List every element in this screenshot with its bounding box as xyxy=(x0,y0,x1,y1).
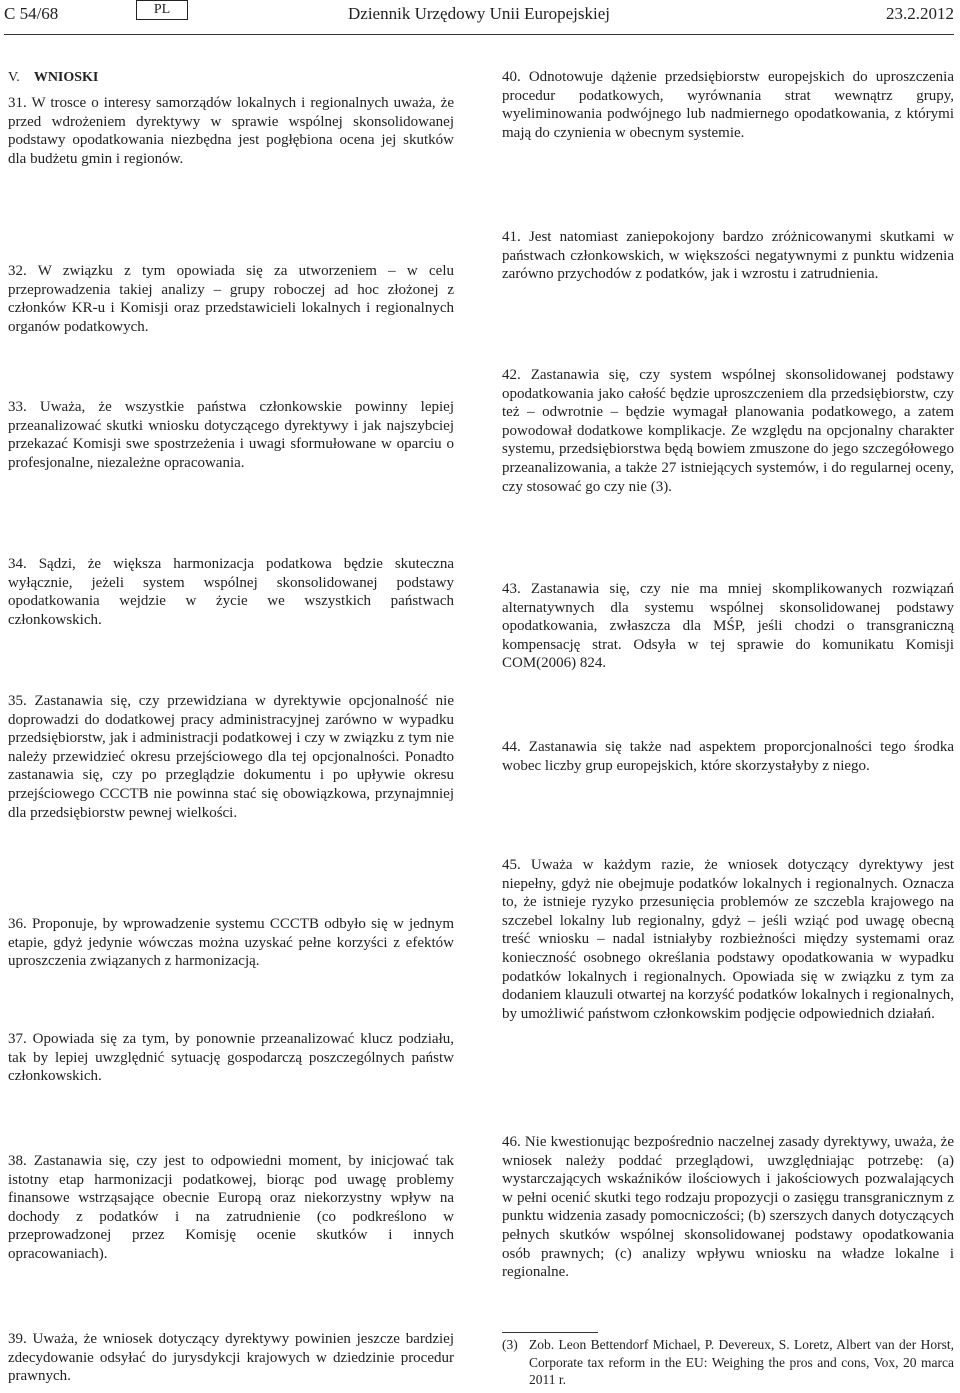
header-divider xyxy=(4,34,954,35)
language-code-box: PL xyxy=(136,0,188,20)
paragraph-31: 31. W trosce o interesy samorządów lokalnych i regionalnych uważa, że przed wdrożeniem dyrektywy w sprawie wspólnej skonsolidowanej podstawy opodatkowania niezbędna jest pogłębiona ocena jej skutków dla budżetu gmin i regionów. xyxy=(8,95,454,167)
paragraph-45: 45. Uważa w każdym razie, że wniosek dotyczący dyrektywy jest niepełny, gdyż nie obejmuje podatków lokalnych i regionalnych. Oznacza to, że istnieje ryzyko przesunięcia problemów ze szczebla krajowego na szczebel lokalny lub regionalny, gdyż – jeśli wziąć pod uwagę obecną treść wniosku – nadal istniałyby rozbieżności między systemami oraz konieczność osobnego określania podstawy opodatkowania w wypadku podatków lokalnych i regionalnych. Opowiada się w związku z tym za dodaniem klauzuli otwartej na korzyść podatków lokalnych i regionalnych, by umożliwić państwom członkowskim podjęcie odpowiednich działań. xyxy=(502,857,954,1022)
paragraph-43: 43. Zastanawia się, czy nie ma mniej skomplikowanych rozwiązań alternatywnych dla systemu wspólnej skonsolidowanej podstawy opodatkowania, zwłaszcza dla MŚP, jeśli chodzi o transgraniczną kompensację strat. Odsyła w tej sprawie do komunikatu Komisji COM(2006) 824. xyxy=(502,581,954,672)
section-heading xyxy=(8,68,98,87)
footnote xyxy=(502,1336,954,1389)
paragraph-37: 37. Opowiada się za tym, by ponownie przeanalizować klucz podziału, tak by lepiej uwzględnić sytuację gospodarczą poszczególnych państw członkowskich. xyxy=(8,1031,454,1085)
paragraph-35: 35. Zastanawia się, czy przewidziana w dyrektywie opcjonalność nie doprowadzi do dodatkowej pracy administracyjnej zarówno w wypadku przedsiębiorstw, jak i administracji podatkowej i czy w związku z tym nie należy przewidzieć okresu przejściowego dla tej opcjonalności. Ponadto zastanawia się, czy po przeglądzie dokumentu i po upływie okresu przejściowego CCCTB nie powinna stać się obowiązkowa, przynajmniej dla przedsiębiorstw pewnej wielkości. xyxy=(8,693,454,821)
paragraph-40: 40. Odnotowuje dążenie przedsiębiorstw europejskich do uproszczenia procedur podatkowych, wyrównania strat wewnątrz grupy, wyeliminowania podwójnego lub nadmiernego opodatkowania, z którymi mają do czynienia w obecnym systemie. xyxy=(502,69,954,141)
paragraph-42: 42. Zastanawia się, czy system wspólnej skonsolidowanej podstawy opodatkowania jako całość będzie uproszczeniem dla przedsiębiorstw, czy też – odwrotnie – będzie wymagał planowania podatkowego, a zatem powodował dodatkowe komplikacje. Ze względu na opcjonalny charakter systemu, przedsiębiorstwa będą bowiem zmuszone do jego szczegółowego przeanalizowania, a także 27 istniejących systemów, i do regularnej oceny, czy stosować go czy nie (3). xyxy=(502,367,954,495)
section-title: WNIOSKI xyxy=(33,70,99,85)
section-number: V. xyxy=(8,70,20,85)
paragraph-34: 34. Sądzi, że większa harmonizacja podatkowa będzie skuteczna wyłącznie, jeżeli system wspólnej skonsolidowanej podstawy opodatkowania wejdzie w życie we wszystkich państwach członkowskich. xyxy=(8,556,454,628)
paragraph-33: 33. Uważa, że wszystkie państwa członkowskie powinny lepiej przeanalizować skutki wniosku dotyczącego dyrektywy i jak najszybciej przekazać Komisji swe spostrzeżenia i uwagi sformułowane w oparciu o profesjonalne, niezależne opracowania. xyxy=(8,399,454,471)
footnote-divider xyxy=(502,1332,598,1333)
paragraph-44: 44. Zastanawia się także nad aspektem proporcjonalności tego środka wobec liczby grup europejskich, które skorzystałyby z niego. xyxy=(502,739,954,774)
paragraph-39: 39. Uważa, że wniosek dotyczący dyrektywy powinien jeszcze bardziej zdecydowanie odsyłać do jurysdykcji krajowych w dziedzinie procedur prawnych. xyxy=(8,1331,454,1385)
page-reference: C 54/68 xyxy=(4,4,59,23)
paragraph-46: 46. Nie kwestionując bezpośrednio naczelnej zasady dyrektywy, uważa, że wniosek należy poddać przeglądowi, uwzględniając potrzebę: (a) wystarczających wskaźników ilościowych i jakościowych pozwalających w pełni ocenić skutki tego rodzaju propozycji o zasięgu transgranicznym z punktu widzenia zasady pomocniczości; (b) szerszych danych dotyczących pełnych skutków wspólnej skonsolidowanej podstawy opodatkowania osób prawnych; (c) analizy wpływu wniosku na władze lokalne i regionalne. xyxy=(502,1134,954,1281)
paragraph-41: 41. Jest natomiast zaniepokojony bardzo zróżnicowanymi skutkami w państwach członkowskich, w większości negatywnymi z punktu widzenia zarówno przychodów z podatków, jak i wzrostu i zatrudnienia. xyxy=(502,229,954,283)
footnote-mark: (3) xyxy=(502,1337,518,1352)
paragraph-38: 38. Zastanawia się, czy jest to odpowiedni moment, by inicjować tak istotny etap harmonizacji podatkowej, biorąc pod uwagę problemy finansowe wstrząsające obecnie Europą oraz niekorzystny wpływ na dochody z podatków i na zatrudnienie (co podkreślono w przeprowadzonej przez Komisję ocenie skutków i innych opracowaniach). xyxy=(8,1153,454,1262)
paragraph-36: 36. Proponuje, by wprowadzenie systemu CCCTB odbyło się w jednym etapie, gdyż jedynie wówczas można uzyskać pełne korzyści z efektów uproszczenia związanych z harmonizacją. xyxy=(8,916,454,970)
footnote-text: Zob. Leon Bettendorf Michael, P. Devereux, S. Loretz, Albert van der Horst, Corporate tax reform in the EU: Weighing the pros and cons, Vox, 20 marca 2011 r. xyxy=(529,1337,954,1387)
paragraph-32: 32. W związku z tym opowiada się za utworzeniem – w celu przeprowadzenia takiej analizy – grupy roboczej ad hoc złożonej z członków KR-u i Komisji oraz przedstawicieli lokalnych i regionalnych organów podatkowych. xyxy=(8,263,454,335)
journal-title: Dziennik Urzędowy Unii Europejskiej xyxy=(348,4,611,23)
publication-date: 23.2.2012 xyxy=(886,4,954,23)
